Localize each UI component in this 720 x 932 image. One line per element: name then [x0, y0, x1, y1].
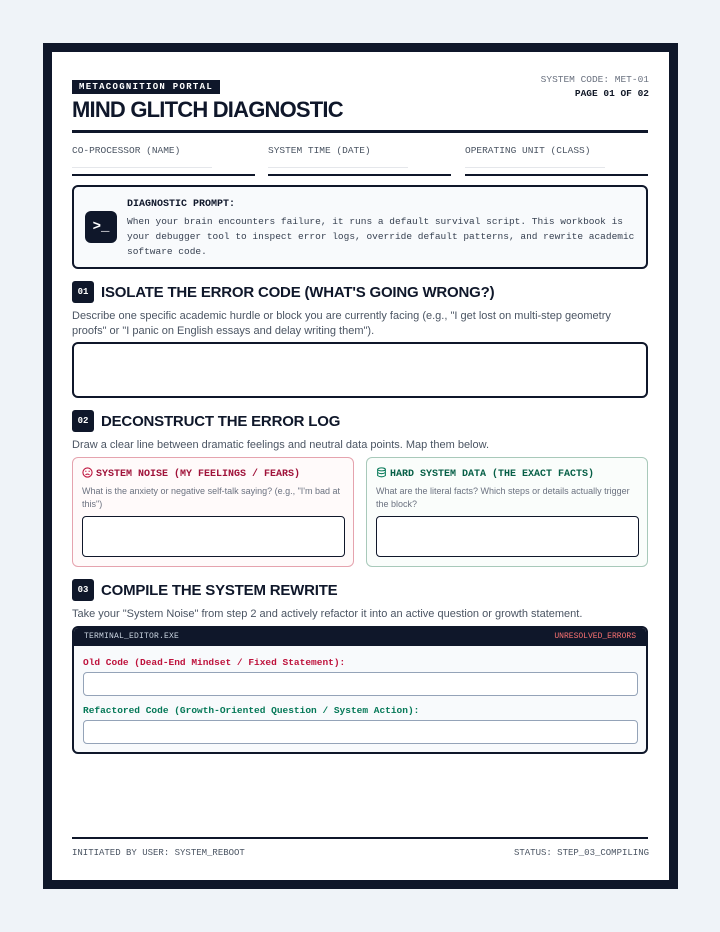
worksheet-frame: [43, 43, 678, 889]
terminal-title-bar: [74, 628, 646, 646]
hard-data-card: [366, 457, 648, 567]
class-field[interactable]: [465, 174, 648, 176]
step-02-title: DECONSTRUCT THE ERROR LOG: [101, 413, 341, 430]
portal-badge: METACOGNITION PORTAL: [72, 80, 220, 94]
title-divider: [72, 130, 648, 133]
terminal-status: UNRESOLVED_ERRORS: [554, 632, 636, 641]
hard-data-title-text: HARD SYSTEM DATA (THE EXACT FACTS): [390, 469, 595, 480]
date-field[interactable]: [268, 174, 451, 176]
system-noise-card: [72, 457, 354, 567]
name-field[interactable]: [72, 174, 255, 176]
frown-face-icon: [82, 467, 93, 478]
date-field-label: SYSTEM TIME (DATE): [268, 145, 371, 156]
system-noise-description: What is the anxiety or negative self-talk saying? (e.g., "I'm bad at this"): [82, 486, 341, 509]
step-03-title: COMPILE THE SYSTEM REWRITE: [101, 582, 338, 599]
terminal-prompt-icon: >_: [85, 211, 117, 243]
name-field-guide: [72, 167, 212, 168]
system-code: SYSTEM CODE: MET-01: [540, 74, 649, 85]
system-noise-input[interactable]: [82, 516, 345, 557]
refactored-code-label: Refactored Code (Growth-Oriented Question / System Action):: [83, 705, 420, 716]
step-01-title: ISOLATE THE ERROR CODE (WHAT'S GOING WRONG?): [101, 284, 495, 301]
footer-status: STATUS: STEP_03_COMPILING: [513, 848, 649, 858]
step-01-description: Describe one specific academic hurdle or block you are currently facing (e.g., "I get lost on multi-step geometry proofs" or "I panic on English essays and delay writing them").: [72, 310, 611, 337]
hard-data-input[interactable]: [376, 516, 639, 557]
terminal-editor: [72, 626, 648, 754]
worksheet-page: [52, 52, 669, 880]
page-title: MIND GLITCH DIAGNOSTIC: [72, 97, 343, 122]
step-02-description: Draw a clear line between dramatic feelings and neutral data points. Map them below.: [72, 439, 490, 451]
diagnostic-prompt-box: [72, 185, 648, 269]
class-field-guide: [465, 167, 605, 168]
hard-data-description: What are the literal facts? Which steps or details actually trigger the block?: [376, 486, 630, 509]
page-number: PAGE 01 OF 02: [574, 88, 649, 99]
class-field-label: OPERATING UNIT (CLASS): [465, 145, 591, 156]
prompt-body: When your brain encounters failure, it runs a default survival script. This workbook is your debugger tool to inspect error logs, override default patterns, and rewrite academic software code.: [127, 216, 635, 257]
step-01-number: 01: [72, 281, 94, 303]
error-code-answer-box[interactable]: [72, 342, 648, 398]
terminal-name: TERMINAL_EDITOR.EXE: [84, 632, 180, 641]
old-code-input[interactable]: [83, 672, 638, 696]
old-code-label: Old Code (Dead-End Mindset / Fixed Statement):: [83, 657, 346, 668]
system-noise-title: [82, 467, 300, 480]
name-field-label: CO-PROCESSOR (NAME): [72, 145, 181, 156]
prompt-title: DIAGNOSTIC PROMPT:: [127, 199, 236, 210]
step-03-description: Take your "System Noise" from step 2 and actively refactor it into an active question or growth statement.: [72, 608, 583, 620]
system-noise-title-text: SYSTEM NOISE (MY FEELINGS / FEARS): [96, 469, 301, 480]
step-02-number: 02: [72, 410, 94, 432]
footer-user: INITIATED BY USER: SYSTEM_REBOOT: [72, 848, 245, 858]
refactored-code-input[interactable]: [83, 720, 638, 744]
footer-divider: [72, 837, 648, 839]
database-icon: [376, 467, 387, 478]
date-field-guide: [268, 167, 408, 168]
step-03-number: 03: [72, 579, 94, 601]
hard-data-title: [376, 467, 594, 480]
